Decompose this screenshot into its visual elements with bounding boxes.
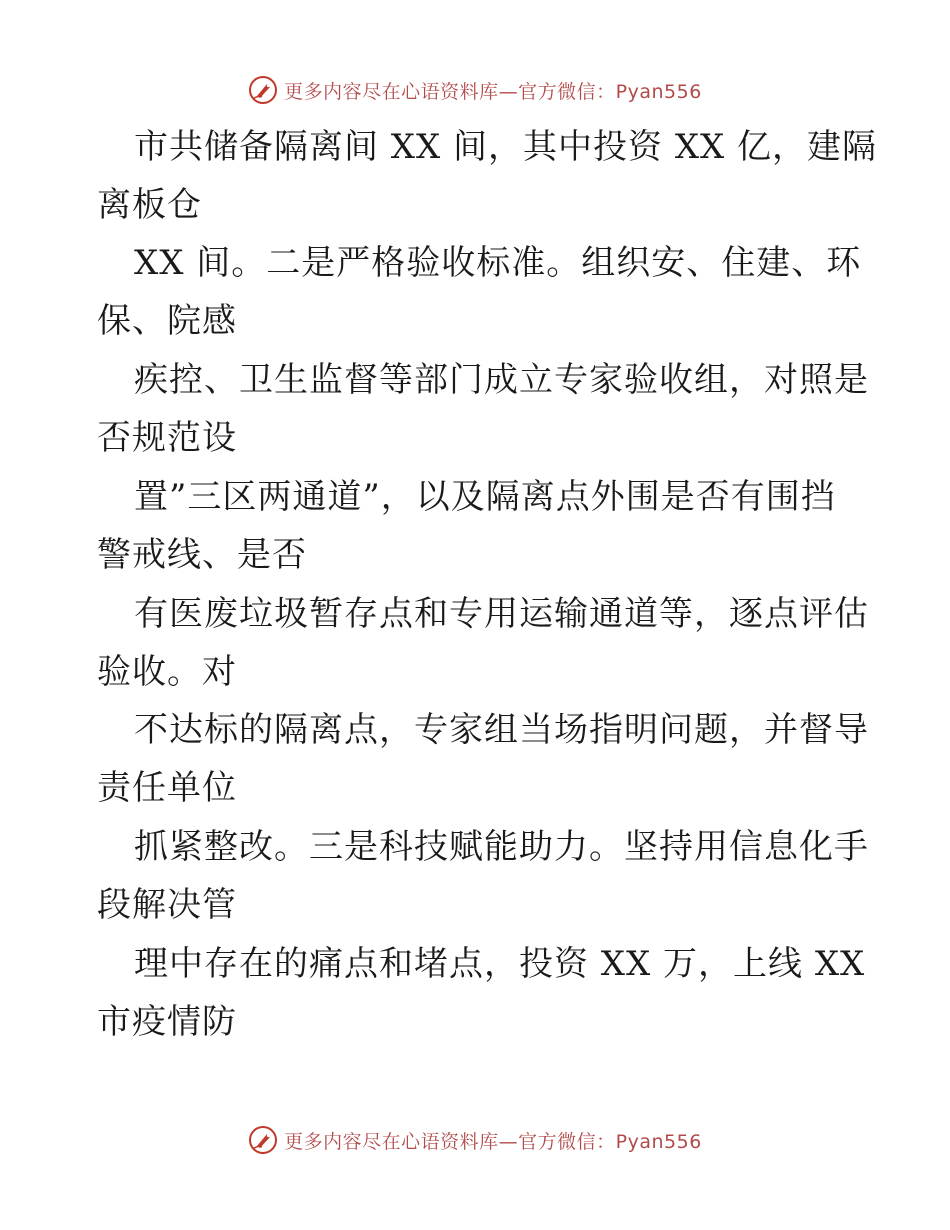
paragraph-line: 责任单位: [97, 768, 237, 808]
paragraph-line: 置”三区两通道”，以及隔离点外围是否有围挡: [134, 477, 836, 517]
header-watermark-banner: [0, 70, 950, 110]
pen-nib-logo-icon: [248, 75, 278, 105]
paragraph-line: 保、院感: [97, 301, 237, 341]
paragraph-line: 有医废垃圾暂存点和专用运输通道等，逐点评估: [134, 594, 869, 634]
paragraph-line: 离板仓: [97, 185, 202, 225]
watermark-text: 更多内容尽在心语资料库—官方微信：Pyan556: [284, 80, 702, 103]
paragraph-line: 否规范设: [97, 418, 237, 458]
paragraph-line: 验收。对: [97, 652, 237, 692]
footer-watermark-banner: [0, 1120, 950, 1160]
paragraph-line: 市疫情防: [97, 1002, 237, 1042]
paragraph-line: 疾控、卫生监督等部门成立专家验收组，对照是: [134, 360, 869, 400]
paragraph-line: 市共储备隔离间 XX 间，其中投资 XX 亿，建隔: [134, 127, 878, 167]
paragraph-line: 警戒线、是否: [97, 535, 307, 575]
paragraph-line: XX 间。二是严格验收标准。组织安、住建、环: [134, 243, 862, 283]
paragraph-line: 理中存在的痛点和堵点，投资 XX 万，上线 XX: [134, 944, 866, 984]
paragraph-line: 段解决管: [97, 885, 237, 925]
paragraph-line: 抓紧整改。三是科技赋能助力。坚持用信息化手: [134, 827, 869, 867]
watermark-text: 更多内容尽在心语资料库—官方微信：Pyan556: [284, 1130, 702, 1153]
paragraph-line: 不达标的隔离点，专家组当场指明问题，并督导: [134, 710, 869, 750]
pen-nib-logo-icon: [248, 1125, 278, 1155]
